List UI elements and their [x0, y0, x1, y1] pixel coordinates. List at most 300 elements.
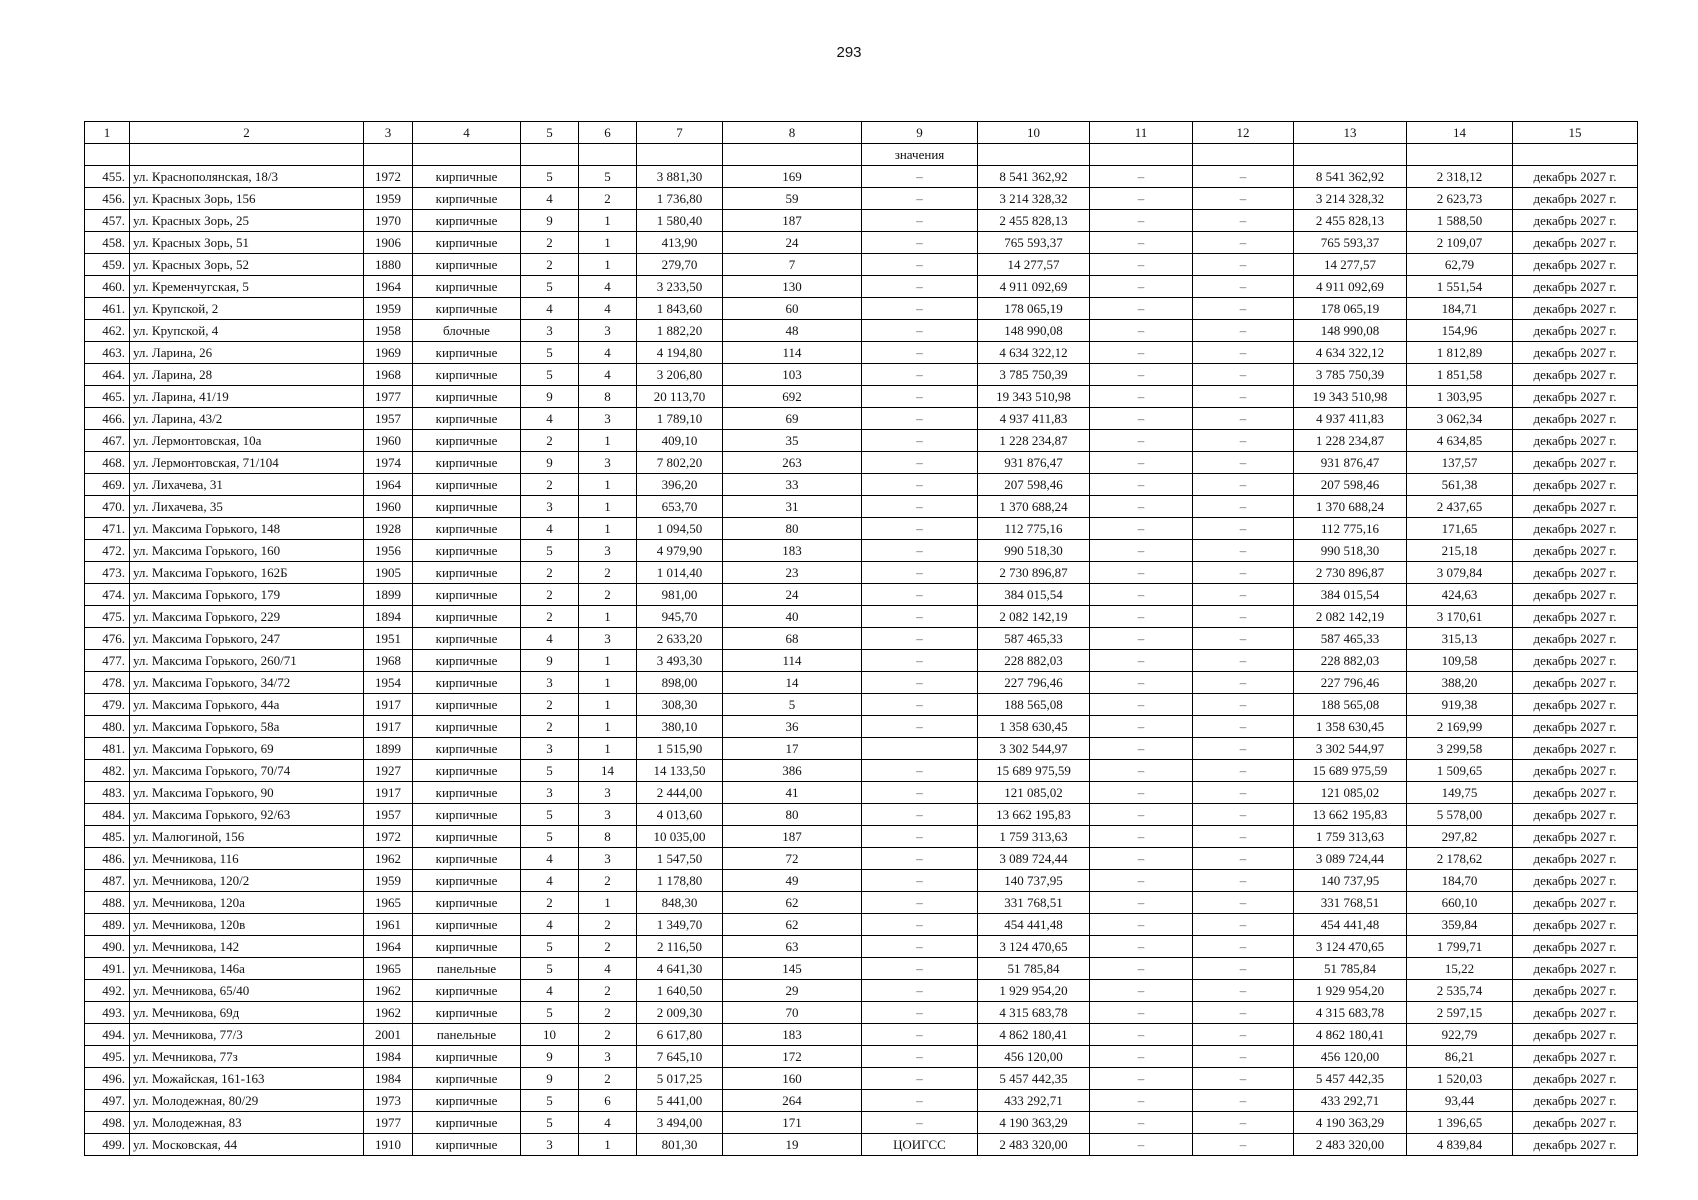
header-cell: [1294, 144, 1407, 166]
table-cell: ул. Максима Горького, 179: [130, 584, 364, 606]
table-cell: 4 634,85: [1407, 430, 1513, 452]
table-cell: 1973: [364, 1090, 413, 1112]
table-cell: 178 065,19: [978, 298, 1090, 320]
table-cell: 14 277,57: [1294, 254, 1407, 276]
table-cell: –: [862, 804, 978, 826]
table-cell: декабрь 2027 г.: [1513, 1024, 1638, 1046]
table-cell: 660,10: [1407, 892, 1513, 914]
table-cell: 2 178,62: [1407, 848, 1513, 870]
table-row: [85, 1134, 1638, 1156]
table-cell: 169: [723, 166, 862, 188]
table-cell: 801,30: [637, 1134, 723, 1156]
table-cell: 386: [723, 760, 862, 782]
table-cell: 140 737,95: [978, 870, 1090, 892]
table-cell: 1: [579, 694, 637, 716]
table-cell: кирпичные: [413, 782, 521, 804]
table-cell: 23: [723, 562, 862, 584]
table-cell: декабрь 2027 г.: [1513, 914, 1638, 936]
table-cell: 587 465,33: [1294, 628, 1407, 650]
table-cell: ул. Максима Горького, 58а: [130, 716, 364, 738]
table-cell: ул. Крупской, 4: [130, 320, 364, 342]
table-cell: 489.: [85, 914, 130, 936]
table-cell: ул. Лихачева, 35: [130, 496, 364, 518]
table-row: [85, 1068, 1638, 1090]
table-cell: 4: [521, 848, 579, 870]
table-cell: 1 358 630,45: [978, 716, 1090, 738]
table-cell: декабрь 2027 г.: [1513, 628, 1638, 650]
table-cell: 114: [723, 650, 862, 672]
table-cell: 931 876,47: [1294, 452, 1407, 474]
table-cell: 4: [579, 364, 637, 386]
table-cell: –: [862, 188, 978, 210]
table-cell: 80: [723, 518, 862, 540]
table-cell: ЦОИГСС: [862, 1134, 978, 1156]
table-cell: 2: [521, 562, 579, 584]
table-cell: 51 785,84: [1294, 958, 1407, 980]
table-cell: 3: [579, 628, 637, 650]
table-cell: 183: [723, 540, 862, 562]
table-cell: –: [1090, 936, 1193, 958]
table-cell: 1927: [364, 760, 413, 782]
table-cell: декабрь 2027 г.: [1513, 518, 1638, 540]
table-cell: 1959: [364, 188, 413, 210]
table-cell: 60: [723, 298, 862, 320]
table-cell: 3: [521, 496, 579, 518]
table-cell: 3: [579, 408, 637, 430]
table-cell: –: [1193, 386, 1294, 408]
table-cell: –: [862, 1090, 978, 1112]
table-cell: 1899: [364, 738, 413, 760]
table-cell: 8: [579, 386, 637, 408]
table-cell: –: [1090, 496, 1193, 518]
table-cell: 3 089 724,44: [978, 848, 1090, 870]
table-cell: –: [1090, 562, 1193, 584]
table-cell: панельные: [413, 958, 521, 980]
table-cell: 308,30: [637, 694, 723, 716]
table-cell: 990 518,30: [978, 540, 1090, 562]
table-cell: –: [862, 782, 978, 804]
table-cell: декабрь 2027 г.: [1513, 738, 1638, 760]
table-cell: –: [862, 1024, 978, 1046]
table-cell: 2 082 142,19: [978, 606, 1090, 628]
table-cell: 2 730 896,87: [1294, 562, 1407, 584]
table-cell: кирпичные: [413, 1112, 521, 1134]
table-cell: ул. Красных Зорь, 156: [130, 188, 364, 210]
table-cell: 2: [521, 716, 579, 738]
table-cell: 2 318,12: [1407, 166, 1513, 188]
table-cell: декабрь 2027 г.: [1513, 496, 1638, 518]
table-cell: 4 937 411,83: [1294, 408, 1407, 430]
table-cell: –: [1193, 166, 1294, 188]
table-cell: декабрь 2027 г.: [1513, 254, 1638, 276]
table-cell: 3: [579, 848, 637, 870]
table-cell: ул. Мечникова, 69д: [130, 1002, 364, 1024]
table-cell: кирпичные: [413, 694, 521, 716]
header-cell: [579, 144, 637, 166]
table-cell: 69: [723, 408, 862, 430]
table-cell: 2: [579, 936, 637, 958]
table-cell: кирпичные: [413, 826, 521, 848]
table-cell: 3: [579, 452, 637, 474]
table-cell: –: [862, 452, 978, 474]
table-cell: декабрь 2027 г.: [1513, 540, 1638, 562]
table-cell: 3 785 750,39: [1294, 364, 1407, 386]
table-cell: 1 358 630,45: [1294, 716, 1407, 738]
table-cell: 14: [579, 760, 637, 782]
table-cell: 4 862 180,41: [1294, 1024, 1407, 1046]
table-cell: 990 518,30: [1294, 540, 1407, 562]
table-cell: –: [862, 386, 978, 408]
table-cell: 4: [521, 518, 579, 540]
table-cell: 9: [521, 210, 579, 232]
table-cell: 469.: [85, 474, 130, 496]
table-cell: 1: [579, 232, 637, 254]
header-cell: [130, 144, 364, 166]
table-cell: 1 759 313,63: [978, 826, 1090, 848]
table-cell: –: [1090, 540, 1193, 562]
table-cell: 315,13: [1407, 628, 1513, 650]
table-cell: ул. Максима Горького, 148: [130, 518, 364, 540]
table-cell: 494.: [85, 1024, 130, 1046]
table-cell: –: [862, 584, 978, 606]
table-row: [85, 1046, 1638, 1068]
table-cell: 1 228 234,87: [978, 430, 1090, 452]
table-cell: –: [1193, 1068, 1294, 1090]
table-cell: 5: [521, 276, 579, 298]
table-cell: 1: [579, 496, 637, 518]
table-cell: 5 441,00: [637, 1090, 723, 1112]
table-cell: 62,79: [1407, 254, 1513, 276]
table-cell: декабрь 2027 г.: [1513, 320, 1638, 342]
table-cell: 388,20: [1407, 672, 1513, 694]
table-cell: 485.: [85, 826, 130, 848]
table-cell: 3 494,00: [637, 1112, 723, 1134]
table-cell: 493.: [85, 1002, 130, 1024]
table-cell: 62: [723, 892, 862, 914]
table-cell: 2: [521, 694, 579, 716]
table-cell: –: [862, 342, 978, 364]
table-cell: 1951: [364, 628, 413, 650]
table-cell: 396,20: [637, 474, 723, 496]
table-cell: –: [1193, 848, 1294, 870]
table-cell: ул. Максима Горького, 70/74: [130, 760, 364, 782]
table-cell: –: [1090, 650, 1193, 672]
table-cell: ул. Красных Зорь, 51: [130, 232, 364, 254]
table-cell: ул. Мечникова, 116: [130, 848, 364, 870]
table-cell: кирпичные: [413, 210, 521, 232]
table-cell: 478.: [85, 672, 130, 694]
table-cell: кирпичные: [413, 562, 521, 584]
table-cell: 24: [723, 584, 862, 606]
table-row: [85, 474, 1638, 496]
header-cell: [521, 144, 579, 166]
table-cell: –: [1193, 958, 1294, 980]
table-cell: 1 370 688,24: [1294, 496, 1407, 518]
table-cell: 1969: [364, 342, 413, 364]
table-cell: 468.: [85, 452, 130, 474]
table-cell: 1 789,10: [637, 408, 723, 430]
table-cell: 4 315 683,78: [978, 1002, 1090, 1024]
table-cell: 1 588,50: [1407, 210, 1513, 232]
header-cell: 5: [521, 122, 579, 144]
table-cell: –: [1090, 826, 1193, 848]
table-cell: 171,65: [1407, 518, 1513, 540]
table-cell: кирпичные: [413, 738, 521, 760]
table-cell: 4 013,60: [637, 804, 723, 826]
table-row: [85, 1090, 1638, 1112]
table-cell: 3 062,34: [1407, 408, 1513, 430]
table-row: [85, 584, 1638, 606]
table-cell: –: [1193, 738, 1294, 760]
table-cell: кирпичные: [413, 1068, 521, 1090]
table-cell: 15,22: [1407, 958, 1513, 980]
table-cell: ул. Мечникова, 146а: [130, 958, 364, 980]
table-cell: 9: [521, 650, 579, 672]
table-cell: ул. Крупской, 2: [130, 298, 364, 320]
table-cell: 1 520,03: [1407, 1068, 1513, 1090]
table-cell: 4: [521, 188, 579, 210]
table-cell: [862, 738, 978, 760]
table-cell: –: [862, 518, 978, 540]
table-cell: 8: [579, 826, 637, 848]
table-cell: 13 662 195,83: [978, 804, 1090, 826]
table-cell: 15 689 975,59: [978, 760, 1090, 782]
table-cell: 4 937 411,83: [978, 408, 1090, 430]
table-cell: 1959: [364, 298, 413, 320]
table-cell: 1957: [364, 804, 413, 826]
table-row: [85, 760, 1638, 782]
table-cell: 1: [579, 738, 637, 760]
table-cell: 4: [521, 298, 579, 320]
table-cell: кирпичные: [413, 936, 521, 958]
table-cell: –: [1090, 584, 1193, 606]
table-cell: ул. Лихачева, 31: [130, 474, 364, 496]
table-cell: декабрь 2027 г.: [1513, 848, 1638, 870]
table-cell: панельные: [413, 1024, 521, 1046]
table-cell: 456 120,00: [1294, 1046, 1407, 1068]
table-cell: 2: [579, 980, 637, 1002]
header-cell: [1090, 144, 1193, 166]
table-cell: кирпичные: [413, 386, 521, 408]
table-cell: декабрь 2027 г.: [1513, 430, 1638, 452]
table-cell: 3 881,30: [637, 166, 723, 188]
table-cell: –: [1193, 870, 1294, 892]
table-cell: –: [862, 210, 978, 232]
table-cell: 1 640,50: [637, 980, 723, 1002]
table-cell: 380,10: [637, 716, 723, 738]
table-cell: 7 645,10: [637, 1046, 723, 1068]
table-cell: 5 017,25: [637, 1068, 723, 1090]
header-cell: 14: [1407, 122, 1513, 144]
table-cell: 931 876,47: [978, 452, 1090, 474]
table-cell: 498.: [85, 1112, 130, 1134]
table-cell: 2: [521, 232, 579, 254]
table-row: [85, 232, 1638, 254]
table-cell: ул. Максима Горького, 69: [130, 738, 364, 760]
table-cell: –: [862, 364, 978, 386]
table-cell: 765 593,37: [978, 232, 1090, 254]
table-cell: 207 598,46: [1294, 474, 1407, 496]
table-cell: –: [1090, 320, 1193, 342]
table-cell: –: [1193, 650, 1294, 672]
table-cell: 492.: [85, 980, 130, 1002]
header-cell: [1407, 144, 1513, 166]
table-cell: 1 799,71: [1407, 936, 1513, 958]
table-cell: 228 882,03: [1294, 650, 1407, 672]
table-cell: –: [862, 430, 978, 452]
table-cell: 1 303,95: [1407, 386, 1513, 408]
table-cell: –: [1193, 936, 1294, 958]
table-cell: –: [1090, 672, 1193, 694]
table-cell: 1964: [364, 474, 413, 496]
table-cell: –: [862, 848, 978, 870]
table-cell: 2 483 320,00: [978, 1134, 1090, 1156]
table-cell: 482.: [85, 760, 130, 782]
table-cell: 1: [579, 210, 637, 232]
table-cell: 466.: [85, 408, 130, 430]
table-cell: –: [1193, 408, 1294, 430]
table-cell: 1: [579, 474, 637, 496]
table-cell: ул. Мечникова, 120/2: [130, 870, 364, 892]
table-cell: 5 457 442,35: [1294, 1068, 1407, 1090]
table-cell: 19 343 510,98: [1294, 386, 1407, 408]
table-row: [85, 254, 1638, 276]
header-cell: 2: [130, 122, 364, 144]
table-cell: –: [1090, 298, 1193, 320]
table-cell: ул. Можайская, 161-163: [130, 1068, 364, 1090]
table-cell: 1960: [364, 430, 413, 452]
table-cell: 5: [521, 760, 579, 782]
header-cell: 11: [1090, 122, 1193, 144]
table-cell: 70: [723, 1002, 862, 1024]
table-cell: 484.: [85, 804, 130, 826]
table-cell: 495.: [85, 1046, 130, 1068]
table-cell: –: [1090, 848, 1193, 870]
table-cell: 1970: [364, 210, 413, 232]
table-cell: –: [1193, 474, 1294, 496]
table-cell: декабрь 2027 г.: [1513, 892, 1638, 914]
table-cell: 4 315 683,78: [1294, 1002, 1407, 1024]
table-cell: декабрь 2027 г.: [1513, 1112, 1638, 1134]
table-cell: 1972: [364, 826, 413, 848]
table-cell: –: [862, 540, 978, 562]
table-cell: декабрь 2027 г.: [1513, 1002, 1638, 1024]
table-row: [85, 650, 1638, 672]
table-cell: 80: [723, 804, 862, 826]
table-cell: 4 634 322,12: [1294, 342, 1407, 364]
table-cell: 692: [723, 386, 862, 408]
table-cell: кирпичные: [413, 166, 521, 188]
table-cell: 2: [579, 870, 637, 892]
table-cell: 765 593,37: [1294, 232, 1407, 254]
table-cell: 5: [579, 166, 637, 188]
table-cell: 8 541 362,92: [1294, 166, 1407, 188]
table-cell: ул. Мечникова, 65/40: [130, 980, 364, 1002]
table-cell: 5: [521, 1002, 579, 1024]
column-number-row: [85, 122, 1638, 144]
table-cell: 228 882,03: [978, 650, 1090, 672]
table-cell: кирпичные: [413, 518, 521, 540]
table-cell: 4: [521, 408, 579, 430]
table-cell: 9: [521, 386, 579, 408]
table-cell: –: [1193, 980, 1294, 1002]
table-cell: ул. Максима Горького, 90: [130, 782, 364, 804]
table-cell: –: [862, 914, 978, 936]
table-cell: декабрь 2027 г.: [1513, 474, 1638, 496]
table-cell: 2 483 320,00: [1294, 1134, 1407, 1156]
table-cell: –: [1090, 386, 1193, 408]
table-cell: декабрь 2027 г.: [1513, 804, 1638, 826]
table-cell: 24: [723, 232, 862, 254]
table-cell: 2 455 828,13: [978, 210, 1090, 232]
table-cell: –: [862, 562, 978, 584]
table-row: [85, 672, 1638, 694]
table-cell: 945,70: [637, 606, 723, 628]
table-cell: кирпичные: [413, 496, 521, 518]
table-cell: –: [1090, 254, 1193, 276]
table-cell: 433 292,71: [1294, 1090, 1407, 1112]
table-cell: –: [1090, 408, 1193, 430]
table-cell: 1: [579, 430, 637, 452]
table-cell: –: [1090, 188, 1193, 210]
table-cell: 472.: [85, 540, 130, 562]
table-cell: –: [862, 694, 978, 716]
table-cell: декабрь 2027 г.: [1513, 276, 1638, 298]
table-cell: 1977: [364, 386, 413, 408]
table-cell: ул. Лермонтовская, 71/104: [130, 452, 364, 474]
table-cell: кирпичные: [413, 276, 521, 298]
table-cell: 3 170,61: [1407, 606, 1513, 628]
table-cell: 488.: [85, 892, 130, 914]
table-cell: 1954: [364, 672, 413, 694]
table-cell: 471.: [85, 518, 130, 540]
table-row: [85, 606, 1638, 628]
table-cell: 184,71: [1407, 298, 1513, 320]
table-cell: 4 194,80: [637, 342, 723, 364]
table-cell: 981,00: [637, 584, 723, 606]
header-cell: [364, 144, 413, 166]
table-cell: кирпичные: [413, 804, 521, 826]
table-cell: 183: [723, 1024, 862, 1046]
table-cell: кирпичные: [413, 716, 521, 738]
table-cell: 1 370 688,24: [978, 496, 1090, 518]
table-cell: 463.: [85, 342, 130, 364]
table-cell: –: [1193, 1024, 1294, 1046]
table-cell: 3 079,84: [1407, 562, 1513, 584]
header-cell: 9: [862, 122, 978, 144]
table-cell: 15 689 975,59: [1294, 760, 1407, 782]
table-cell: –: [1193, 342, 1294, 364]
table-cell: ул. Ларина, 43/2: [130, 408, 364, 430]
table-cell: –: [1090, 1112, 1193, 1134]
table-row: [85, 386, 1638, 408]
table-cell: 8 541 362,92: [978, 166, 1090, 188]
table-cell: 140 737,95: [1294, 870, 1407, 892]
table-cell: 331 768,51: [1294, 892, 1407, 914]
table-cell: 473.: [85, 562, 130, 584]
table-cell: –: [1193, 276, 1294, 298]
table-cell: 3 124 470,65: [978, 936, 1090, 958]
table-cell: 5: [521, 342, 579, 364]
table-cell: –: [1193, 1002, 1294, 1024]
table-row: [85, 848, 1638, 870]
table-cell: 1961: [364, 914, 413, 936]
table-cell: 476.: [85, 628, 130, 650]
table-cell: –: [862, 826, 978, 848]
table-cell: 17: [723, 738, 862, 760]
table-cell: кирпичные: [413, 870, 521, 892]
table-row: [85, 452, 1638, 474]
